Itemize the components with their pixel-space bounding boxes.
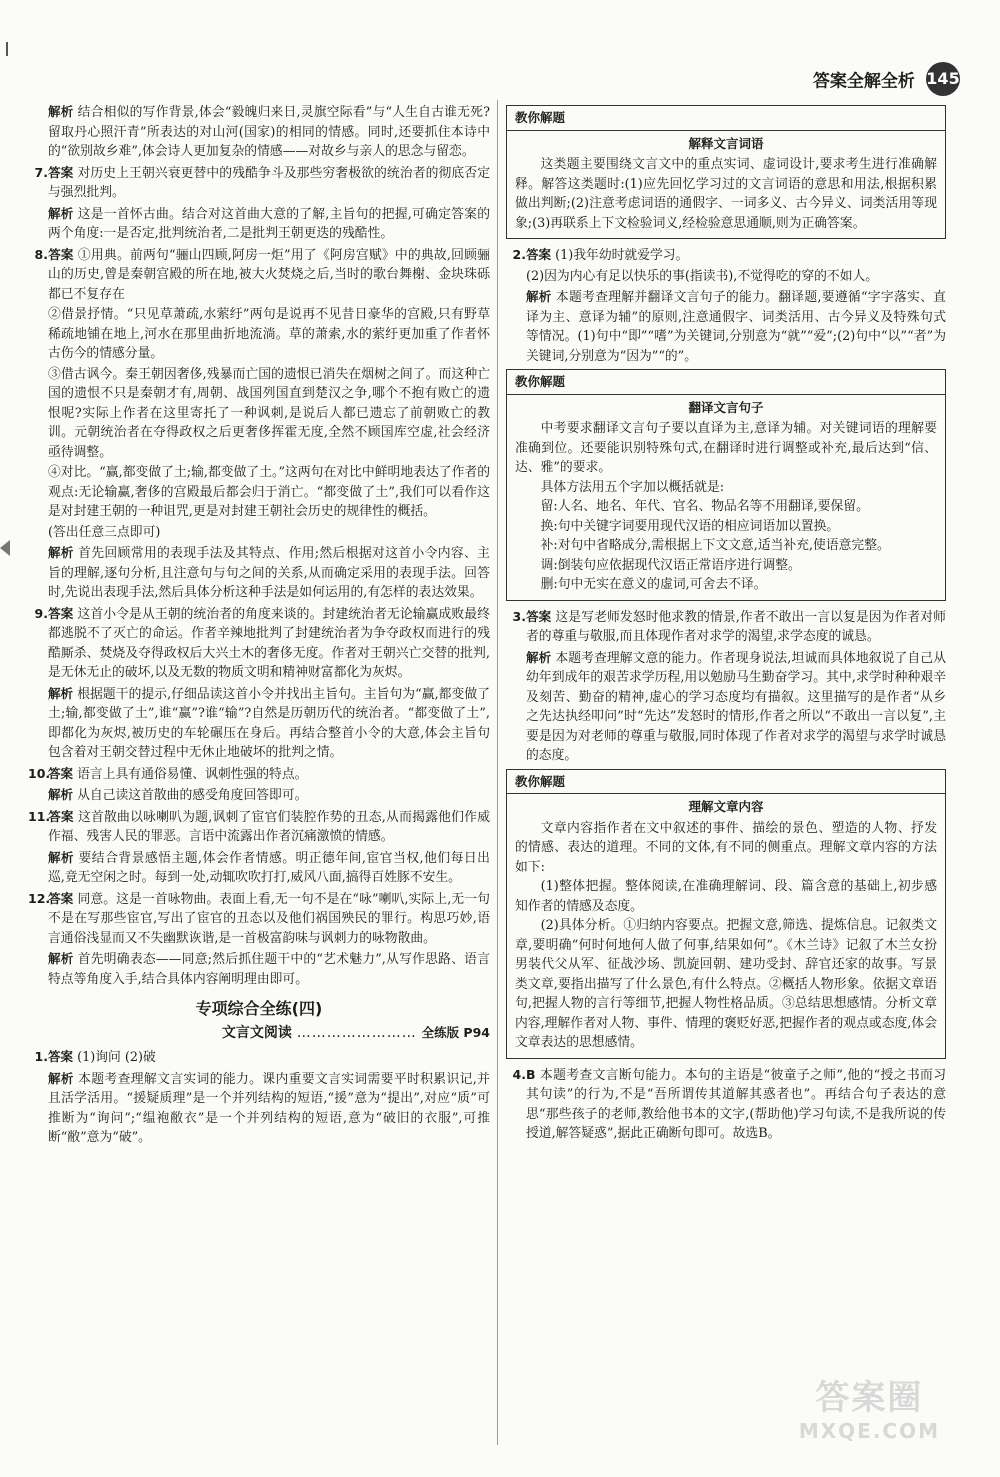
item-text: (2)因为内心有足以快乐的事(指读书),不觉得吃的穿的不如人。	[526, 268, 879, 284]
answer-item	[28, 1069, 490, 1148]
right-answers-2	[506, 607, 946, 766]
tip-box-paragraph: 删:句中无实在意义的虚词,可舍去不译。	[540, 577, 767, 592]
item-text: 这首小令是从王朝的统治者的角度来谈的。封建统治者无论输赢成败最终都逃脱不了灭亡的命运。作者辛辣地批判了封建统治者为争夺政权而进行的残酷厮杀、焚烧及夺得政权后大兴土木的奢侈无度。作者对王朝兴亡交替的批判,是无休无止的破坏,以及无数的物质文明和精神财富都化为灰烬。	[48, 606, 490, 680]
item-keyword: 答案	[526, 247, 552, 262]
item-text: 这是一首怀古曲。结合对这首曲大意的了解,主旨句的把握,可确定答案的两个角度:一是否定,批判统治者,二是批判王朝更迭的残酷性。	[48, 206, 490, 241]
item-text: 本题考查理解文意的能力。作者现身说法,坦诚而具体地叙说了自己从幼年到成年的艰苦求学历程,用以勉励马生勤奋学习。其中,求学时种种艰辛及刻苦、勤奋的精神,虚心的学习态度均有描叙。这里描写的是作者“从乡之先达执经叩问”时“先达”发怒时的情形,作者之所以“不敢出一言以复”,主要是因为对老师的尊重与敬服,同时体现了作者对求学的渴望与求学时诚恳的态度。	[526, 650, 946, 763]
answer-item	[506, 267, 946, 287]
answer-item	[506, 245, 946, 266]
item-text: (1)我年幼时就爱学习。	[555, 248, 689, 263]
item-text: ③借古讽今。秦王朝因奢侈,残暴而亡国的遗恨已消失在烟树之间了。而这种亡国的遗恨不只是秦朝才有,周朝、战国列国直到楚汉之争,哪个不抱有败亡的遗恨呢?实际上作者在这里寄托了一种讽刺,是说后人都已遗忘了前朝败亡的教训。元朝统治者在夺得政权之后更奢侈挥霍无度,全然不顾国库空虚,社会经济亟待调整。	[48, 366, 490, 460]
item-keyword: 解析	[48, 104, 74, 119]
answer-item	[28, 807, 490, 847]
item-text: 首先回顾常用的表现手法及其特点、作用;然后根据对这首小令内容、主旨的理解,逐句分析,且注意句与句之间的关系,从而确定采用的表现手法。回答时,先说出表现手法,然后具体分析这种手法是如何运用的,有怎样的表达效果。	[48, 546, 490, 600]
item-keyword: 答案	[48, 808, 74, 824]
answer-item	[28, 102, 490, 162]
tip-box-paragraph: 换:句中关键字词要用现代汉语的相应词语加以置换。	[540, 518, 840, 534]
answer-item	[28, 163, 490, 203]
column-divider	[497, 100, 498, 1445]
answer-item	[28, 305, 490, 364]
item-number: 3.	[512, 608, 526, 624]
item-text: 结合相似的写作背景,体会“毅魄归来日,灵旗空际看”与“人生自古谁无死?留取丹心照汗青”所表达的对山河(国家)的相同的情感。同时,还要抓住本诗中的“欲别故乡难”,体会诗人更加复杂的情感——对故乡与亲人的思念与留恋。	[48, 105, 490, 159]
item-keyword: 解析	[48, 205, 74, 221]
item-keyword: 答案	[48, 1049, 74, 1064]
left-answers	[28, 102, 490, 989]
tip-box-paragraph: 留:人名、地名、年代、官名、物品名等不用翻译,要保留。	[540, 499, 869, 514]
tip-box-paragraph: 文章内容指作者在文中叙述的事件、描绘的景色、塑造的人物、抒发的情感、表达的道理。不同的文体,有不同的侧重点。理解文章内容的方法如下:	[515, 820, 937, 875]
item-text: 对历史上王朝兴衰更替中的残酷争斗及那些穷奢极欲的统治者的彻底否定与强烈批判。	[48, 165, 490, 200]
item-text: 这首散曲以咏喇叭为题,讽刺了宦官们装腔作势的丑态,从而揭露他们作威作福、残害人民的罪恶。言语中流露出作者沉痛激愤的情感。	[48, 809, 490, 844]
section-title: 专项综合全练(四)	[195, 999, 323, 1018]
item-keyword: 解析	[48, 787, 74, 802]
subtitle-dots: ……………………	[296, 1024, 417, 1041]
tip-box-paragraph: (2)具体分析。①归纳内容要点。把握文意,筛选、提炼信息。记叙类文章,要明确“何时何地何人做了何事,结果如何”。《木兰诗》记叙了木兰女扮男装代父从军、征战沙场、凯旋回朝、建功受封、辞官还家的故事。写景类文章,要指出描写了什么景色,有什么特点。②概括人物形象。依据文章语句,把握人物的言行等细节,把握人物性格品质。③总结思想感情。分析文章内容,理解作者对人物、事件、情理的褒贬好恶,把握作者的观点或态度,体会文章表达的思想感情。	[515, 918, 937, 1050]
tip-box-paragraph: 这类题主要围绕文言文中的重点实词、虚词设计,要求考生进行准确解释。解答这类题时:(1)应先回忆学习过的文言词语的意思和用法,根据积累做出判断;(2)注意考虑词语的通假字、一词多义、古今异义、词类活用等现象;(3)再联系上下文检验词义,经检验意思通顺,则为正确答案。	[515, 157, 937, 231]
answer-item	[28, 463, 490, 522]
item-keyword: 解析	[48, 545, 74, 560]
item-text: 要结合背景感悟主题,体会作者情感。明正德年间,宦官当权,他们每日出巡,竟无空闲之时。每到一处,动辄吹吹打打,威风八面,搞得百姓豚不安生。	[48, 850, 490, 885]
answer-item	[28, 604, 490, 683]
tip-box-paragraph: 具体方法用五个字加以概括就是:	[540, 479, 725, 495]
tip-box-paragraph: 补:对句中省略成分,需根据上下文文意,适当补充,使语意完整。	[540, 538, 890, 553]
answer-item	[28, 848, 490, 888]
answer-item	[506, 287, 946, 366]
item-keyword: 答案	[48, 890, 74, 906]
answer-item	[28, 245, 490, 305]
item-keyword: 答案	[526, 608, 552, 624]
answer-item	[506, 648, 946, 766]
tip-box-2	[506, 369, 946, 601]
item-text: 本题考查理解并翻译文言句子的能力。翻译题,要遵循“字字落实、直译为主、意译为辅”的原则,注意通假字、词类活用、古今异义及特殊句式等情况。(1)句中“即”“嗜”为关键词,分别意为“就”“爱”;(2)句中“以”“者”为关键词,分别意为“因为”“的”。	[526, 290, 946, 364]
answer-item	[28, 785, 490, 806]
item-text: ④对比。“赢,都变做了土;输,都变做了土。”这两句在对比中鲜明地表达了作者的观点:无论输赢,奢侈的宫殿最后都会归于消亡。“都变做了土”,我们可以看作这是对封建王朝的一种诅咒,更是对封建王朝社会历史的规律性的概括。	[48, 465, 490, 519]
item-text: ②借景抒情。“只见草萧疏,水萦纡”两句是说再不见昔日豪华的宫殿,只有野草稀疏地铺在地上,河水在那里曲折地流淌。草的萧索,水的萦纡更加重了作者怀古伤今的情感分量。	[48, 307, 490, 361]
item-keyword: 解析	[48, 685, 74, 701]
watermark-url: MXQE.COM	[798, 1419, 940, 1443]
item-number: 4.	[512, 1066, 526, 1082]
item-number: 1.	[34, 1049, 48, 1064]
section-subtitle	[28, 1023, 490, 1044]
page-number: 145	[926, 62, 960, 96]
item-text: 从自己读这首散曲的感受角度回答即可。	[77, 788, 308, 803]
tip-box-tag: 教你解题	[507, 772, 945, 795]
item-number: 2.	[512, 247, 526, 262]
item-keyword: 答案	[48, 246, 74, 262]
item-keyword: B	[526, 1066, 536, 1082]
tip-box-paragraph: (1)整体把握。整体阅读,在准确理解词、段、篇含意的基础上,初步感知作者的情感及态度。	[515, 879, 937, 914]
tip-box-tag: 教你解题	[507, 108, 945, 131]
left-column	[28, 102, 490, 1149]
tip-box-heading: 理解文章内容	[688, 799, 764, 814]
item-number: 11.	[28, 808, 51, 824]
header-title: 答案全解全析	[812, 71, 915, 92]
item-keyword: 答案	[48, 765, 74, 781]
right-answers-1	[506, 245, 946, 366]
subtitle-text: 文言文阅读	[221, 1024, 292, 1041]
answer-item	[506, 607, 946, 647]
margin-arrow-icon	[0, 540, 10, 556]
item-text: (1)询问 (2)破	[77, 1050, 156, 1065]
watermark-logo: 答案圈	[815, 1378, 924, 1418]
tip-box-1	[506, 105, 946, 239]
item-text: ①用典。前两句“骊山四顾,阿房一炬”用了《阿房宫赋》中的典故,回顾骊山的历史,曾是秦朝宫殿的所在地,被大火焚烧之后,当时的歌台舞榭、金块珠砾都已不复存在	[48, 247, 490, 302]
answer-item	[28, 543, 490, 603]
item-text: 这是写老师发怒时他求教的情景,作者不敢出一言以复是因为作者对师者的尊重与敬服,而且体现作者对求学的渴望,求学态度的诚恳。	[526, 609, 946, 644]
item-keyword: 解析	[526, 289, 552, 304]
answer-item	[28, 889, 490, 949]
tip-box-heading: 翻译文言句子	[688, 399, 764, 415]
answer-item	[28, 684, 490, 763]
answer-item	[506, 1065, 946, 1144]
item-number: 7.	[34, 164, 48, 180]
item-text: 语言上具有通俗易懂、讽刺性强的特点。	[77, 766, 308, 782]
item-text: 本题考查理解文言实词的能力。课内重要文言实词需要平时积累识记,并且活学活用。“援疑质理”是一个并列结构的短语,“援”意为“提出”,对应“质”可推断为“询问”;“缊袍敝衣”是一个并列结构的短语,意为“破旧的衣服”,可推断“敝”意为“破”。	[48, 1071, 490, 1145]
answer-item	[28, 1047, 490, 1068]
watermark	[799, 1370, 940, 1443]
item-text: 同意。这是一首咏物曲。表面上看,无一句不是在“咏”喇叭,实际上,无一句不是在写那些宦官,写出了宦官的丑态以及他们祸国殃民的罪行。构思巧妙,语言通俗浅显而又不失幽默诙谐,是一首极富韵味与讽刺力的咏物散曲。	[48, 891, 490, 946]
item-keyword: 解析	[48, 1070, 74, 1086]
item-number: 9.	[34, 605, 48, 621]
answer-item	[28, 523, 490, 543]
right-answers-3	[506, 1065, 946, 1144]
tip-box-heading: 解释文言词语	[688, 135, 764, 151]
item-number: 8.	[34, 246, 48, 262]
item-text: 首先明确表态——同意;然后抓住题干中的“艺术魅力”,从写作思路、语言特点等角度入手,结合具体内容阐明理由即可。	[48, 952, 490, 987]
left-answers-2	[28, 1047, 490, 1148]
answer-item	[28, 764, 490, 785]
tip-box-paragraph: 中考要求翻译文言句子要以直译为主,意译为辅。对关键词语的理解要准确到位。还要能识别特殊句式,在翻译时进行调整或补充,最后达到“信、达、雅”的要求。	[515, 421, 937, 475]
subtitle-ref: 全练版 P94	[421, 1024, 490, 1040]
item-keyword: 答案	[48, 605, 74, 621]
page-header	[813, 62, 960, 96]
tip-box-3	[506, 769, 946, 1059]
item-keyword: 解析	[48, 951, 74, 966]
item-keyword: 答案	[48, 164, 74, 180]
answer-item	[28, 949, 490, 989]
item-text: (答出任意三点即可)	[48, 524, 161, 540]
item-number: 12.	[28, 890, 51, 906]
answer-item	[28, 365, 490, 463]
tip-box-paragraph: 调:倒装句应依据现代汉语正常语序进行调整。	[540, 557, 801, 573]
item-text: 本题考查文言断句能力。本句的主语是“彼童子之师”,他的“授之书而习其句读”的行为,不是“吾所谓传其道解其惑者也”。再结合句子表达的意思“那些孩子的老师,教给他书本的文字,(帮助他)学习句读,不是我所说的传授道,解答疑惑”,据此正确断句即可。故选B。	[526, 1067, 946, 1141]
item-keyword: 解析	[48, 849, 74, 865]
answer-item	[28, 204, 490, 244]
right-column	[506, 102, 946, 1145]
tip-box-tag: 教你解题	[507, 372, 945, 395]
item-number: 10.	[28, 765, 51, 781]
margin-mark	[6, 42, 8, 56]
item-keyword: 解析	[526, 649, 552, 665]
item-text: 根据题干的提示,仔细品读这首小令并找出主旨句。主旨句为“赢,都变做了土;输,都变做了土”,谁“赢”?谁“输”?自然是历朝历代的统治者。“都变做了土”,即都化为灰烬,被历史的车轮碾压在身后。再结合整首小令的大意,体会主旨句包含着对王朝交替过程中无休止地破坏的批判之情。	[48, 686, 490, 760]
